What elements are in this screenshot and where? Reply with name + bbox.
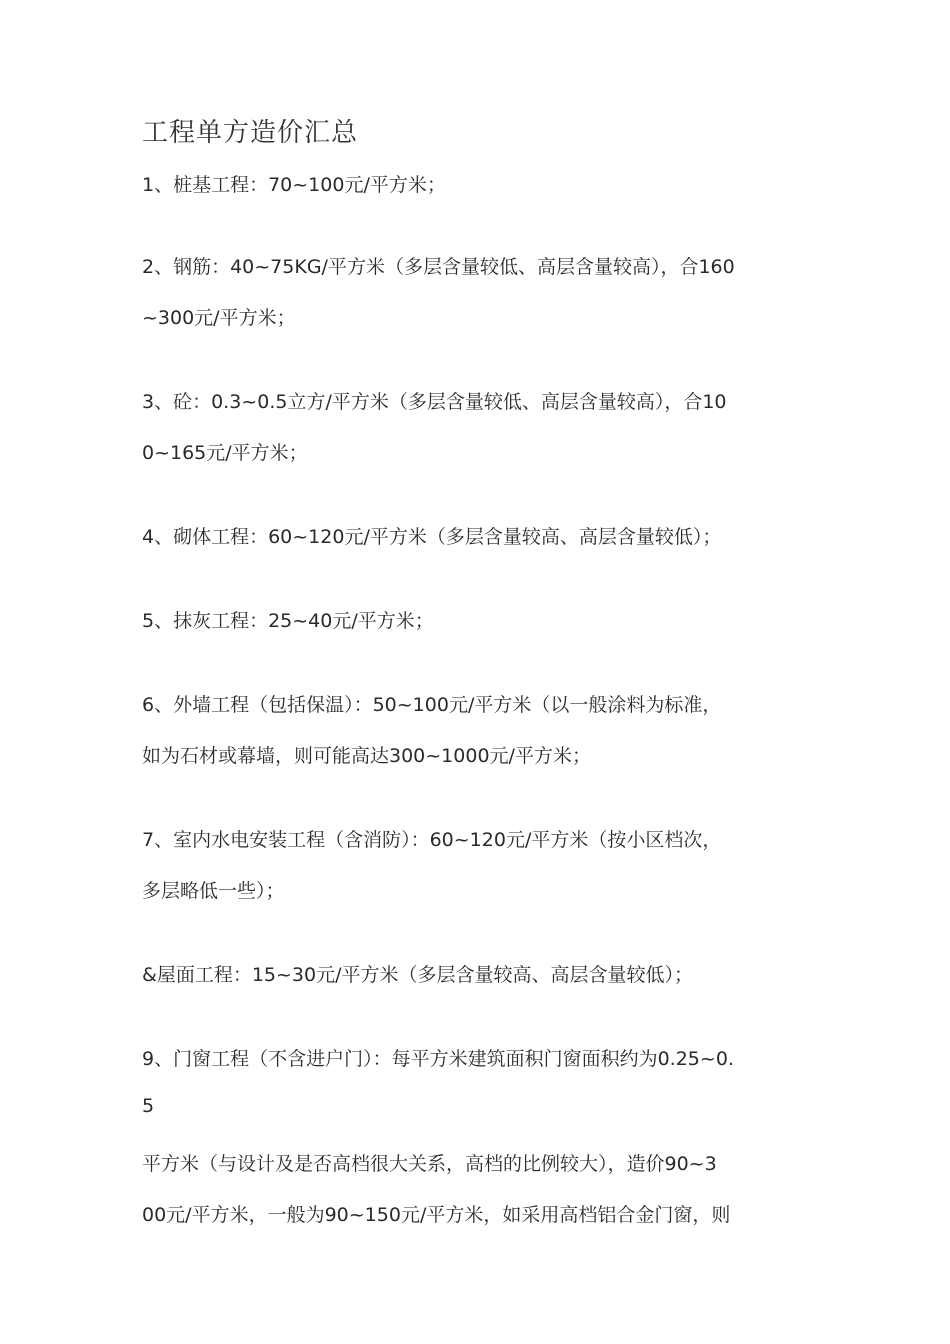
item-2-rebar-line-1: 2、钢筋：40~75KG/平方米（多层含量较低、高层含量较高），合160 [142, 256, 735, 278]
item-6-exterior-wall-line-1: 6、外墙工程（包括保温）：50~100元/平方米（以一般涂料为标准， [142, 694, 722, 716]
item-7-mep-line-1: 7、室内水电安装工程（含消防）：60~120元/平方米（按小区档次， [142, 829, 722, 851]
document-title: 工程单方造价汇总 [142, 118, 359, 148]
item-6-exterior-wall-line-2: 如为石材或幕墙，则可能高达300~1000元/平方米； [142, 745, 591, 767]
item-8-roofing: &屋面工程：15~30元/平方米（多层含量较高、高层含量较低）； [142, 964, 693, 986]
item-9-windows-doors-line-4: 00元/平方米，一般为90~150元/平方米，如采用高档铝合金门窗，则 [142, 1204, 731, 1226]
item-9-windows-doors-line-1: 9、门窗工程（不含进户门）：每平方米建筑面积门窗面积约为0.25~0. [142, 1048, 734, 1070]
item-4-masonry: 4、砌体工程：60~120元/平方米（多层含量较高、高层含量较低）； [142, 526, 722, 548]
item-9-windows-doors-line-2: 5 [142, 1095, 155, 1117]
item-1-pile-foundation: 1、桩基工程：70~100元/平方米； [142, 174, 446, 196]
item-5-plastering: 5、抹灰工程：25~40元/平方米； [142, 610, 434, 632]
item-7-mep-line-2: 多层略低一些）； [142, 880, 285, 902]
item-2-rebar-line-2: ~300元/平方米； [142, 307, 296, 329]
item-9-windows-doors-line-3: 平方米（与设计及是否高档很大关系，高档的比例较大），造价90~3 [142, 1153, 717, 1175]
item-3-concrete-line-1: 3、砼：0.3~0.5立方/平方米（多层含量较低、高层含量较高），合10 [142, 391, 727, 413]
item-3-concrete-line-2: 0~165元/平方米； [142, 442, 308, 464]
